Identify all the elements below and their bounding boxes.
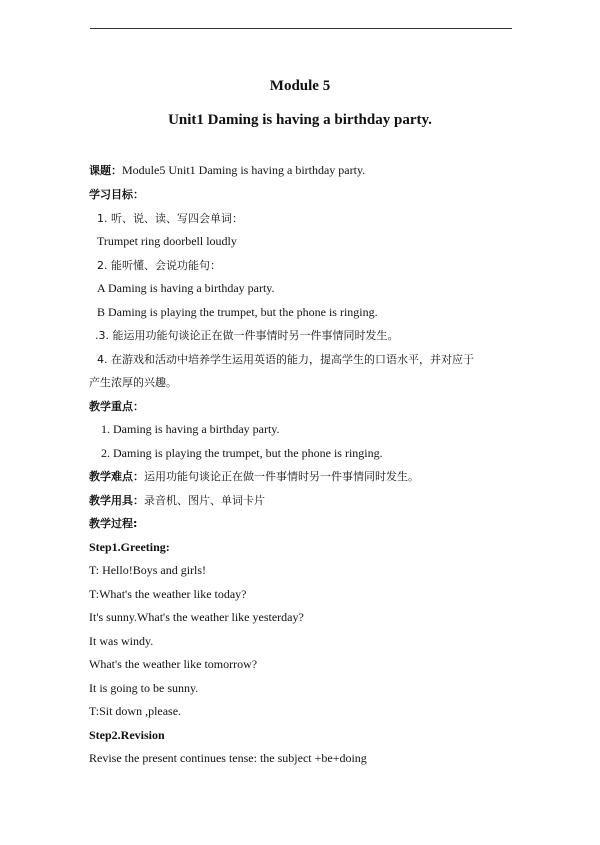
keypoint-1: 1. Daming is having a birthday party. xyxy=(101,422,280,436)
keypoints-heading: 教学重点： xyxy=(89,400,144,413)
topic-line xyxy=(89,163,365,178)
objective-2: 2. 能听懂、会说功能句： xyxy=(97,259,221,272)
objective-1: 1. 听、说、读、写四会单词： xyxy=(97,212,243,225)
objective-3: .3. 能运用功能句谈论正在做一件事情时另一件事情同时发生。 xyxy=(95,329,399,342)
vocabulary-words: Trumpet ring doorbell loudly xyxy=(97,234,237,248)
tools-value: 录音机、图片、单词卡片 xyxy=(144,494,265,507)
difficulty-label: 教学难点： xyxy=(89,470,144,483)
topic-value: Module5 Unit1 Daming is having a birthday party. xyxy=(122,163,366,177)
dialogue-line-2: T:What's the weather like today? xyxy=(89,587,247,601)
tools-line xyxy=(89,493,265,508)
unit-title: Unit1 Daming is having a birthday party. xyxy=(168,112,432,128)
header-rule xyxy=(90,28,512,29)
objective-4-line1: 4. 在游戏和活动中培养学生运用英语的能力，提高学生的口语水平，并对应于 xyxy=(97,353,474,366)
keypoint-2: 2. Daming is playing the trumpet, but the phone is ringing. xyxy=(101,446,383,460)
revision-line: Revise the present continues tense: the subject +be+doing xyxy=(89,751,367,765)
process-heading: 教学过程: xyxy=(89,517,138,530)
difficulty-value: 运用功能句谈论正在做一件事情时另一件事情同时发生。 xyxy=(144,470,419,483)
difficulty-line xyxy=(89,469,419,484)
tools-label: 教学用具： xyxy=(89,494,144,507)
sentence-b: B Daming is playing the trumpet, but the phone is ringing. xyxy=(97,305,378,319)
step1-heading: Step1.Greeting: xyxy=(89,540,170,554)
dialogue-line-5: What's the weather like tomorrow? xyxy=(89,657,258,671)
sentence-a: A Daming is having a birthday party. xyxy=(97,281,275,295)
dialogue-line-4: It was windy. xyxy=(89,634,154,648)
dialogue-line-6: It is going to be sunny. xyxy=(89,681,199,695)
objectives-heading: 学习目标： xyxy=(89,188,144,201)
module-title: Module 5 xyxy=(269,78,331,94)
objective-4-line2: 产生浓厚的兴趣。 xyxy=(89,376,177,389)
dialogue-line-3: It's sunny.What's the weather like yesterday? xyxy=(89,610,304,624)
topic-label: 课题： xyxy=(89,164,122,177)
dialogue-line-1: T: Hello!Boys and girls! xyxy=(89,563,207,577)
dialogue-line-7: T:Sit down ,please. xyxy=(89,704,182,718)
step2-heading: Step2.Revision xyxy=(89,728,165,742)
